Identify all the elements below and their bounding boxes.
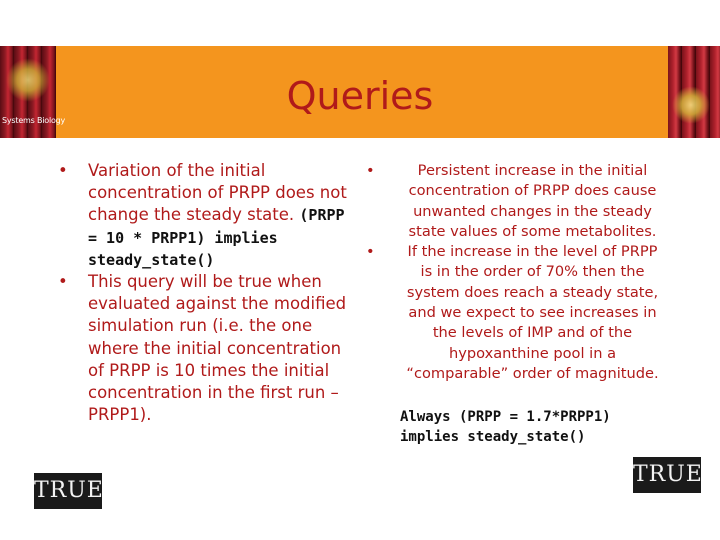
list-item: [366, 242, 665, 384]
systems-biology-logo: Systems Biology: [2, 116, 66, 125]
right-bullet-list: [366, 161, 665, 384]
bullet-text: Variation of the initial concentration of PRPP does not change the steady state.: [88, 161, 347, 225]
bullet-text: This query will be true when evaluated against the modified simulation run (i.e. the one where the initial concentration of PRPP is 10 times the initial concentration in the first run – PRPP1).: [88, 272, 347, 425]
query-code: Always (PRPP = 1.7*PRPP1) implies steady_state(): [400, 409, 611, 445]
list-item: [58, 271, 358, 426]
list-item: [366, 161, 665, 242]
left-column: [58, 160, 358, 426]
true-badge-right: TRUE: [633, 457, 701, 493]
left-bullet-list: [58, 160, 358, 426]
bullet-icon: •: [366, 243, 375, 261]
list-item: [58, 160, 358, 271]
bullet-text: If the increase in the level of PRPP is in the order of 70% then the system does reach a steady state, and we expect to see increases in the levels of IMP and of the hypoxanthine pool in a “comparable” order of magnitude.: [406, 243, 659, 382]
bullet-icon: •: [58, 272, 68, 292]
bullet-icon: •: [58, 161, 68, 180]
page-title: Queries: [286, 74, 434, 118]
bullet-text: Persistent increase in the initial concentration of PRPP does cause unwanted changes in the steady state values of some metabolites.: [408, 162, 657, 240]
true-badge-left: TRUE: [34, 473, 102, 509]
bullet-icon: •: [366, 162, 375, 179]
right-column: [366, 161, 665, 384]
query-code: (PRPP = 10 * PRPP1) implies steady_state(): [88, 206, 345, 269]
